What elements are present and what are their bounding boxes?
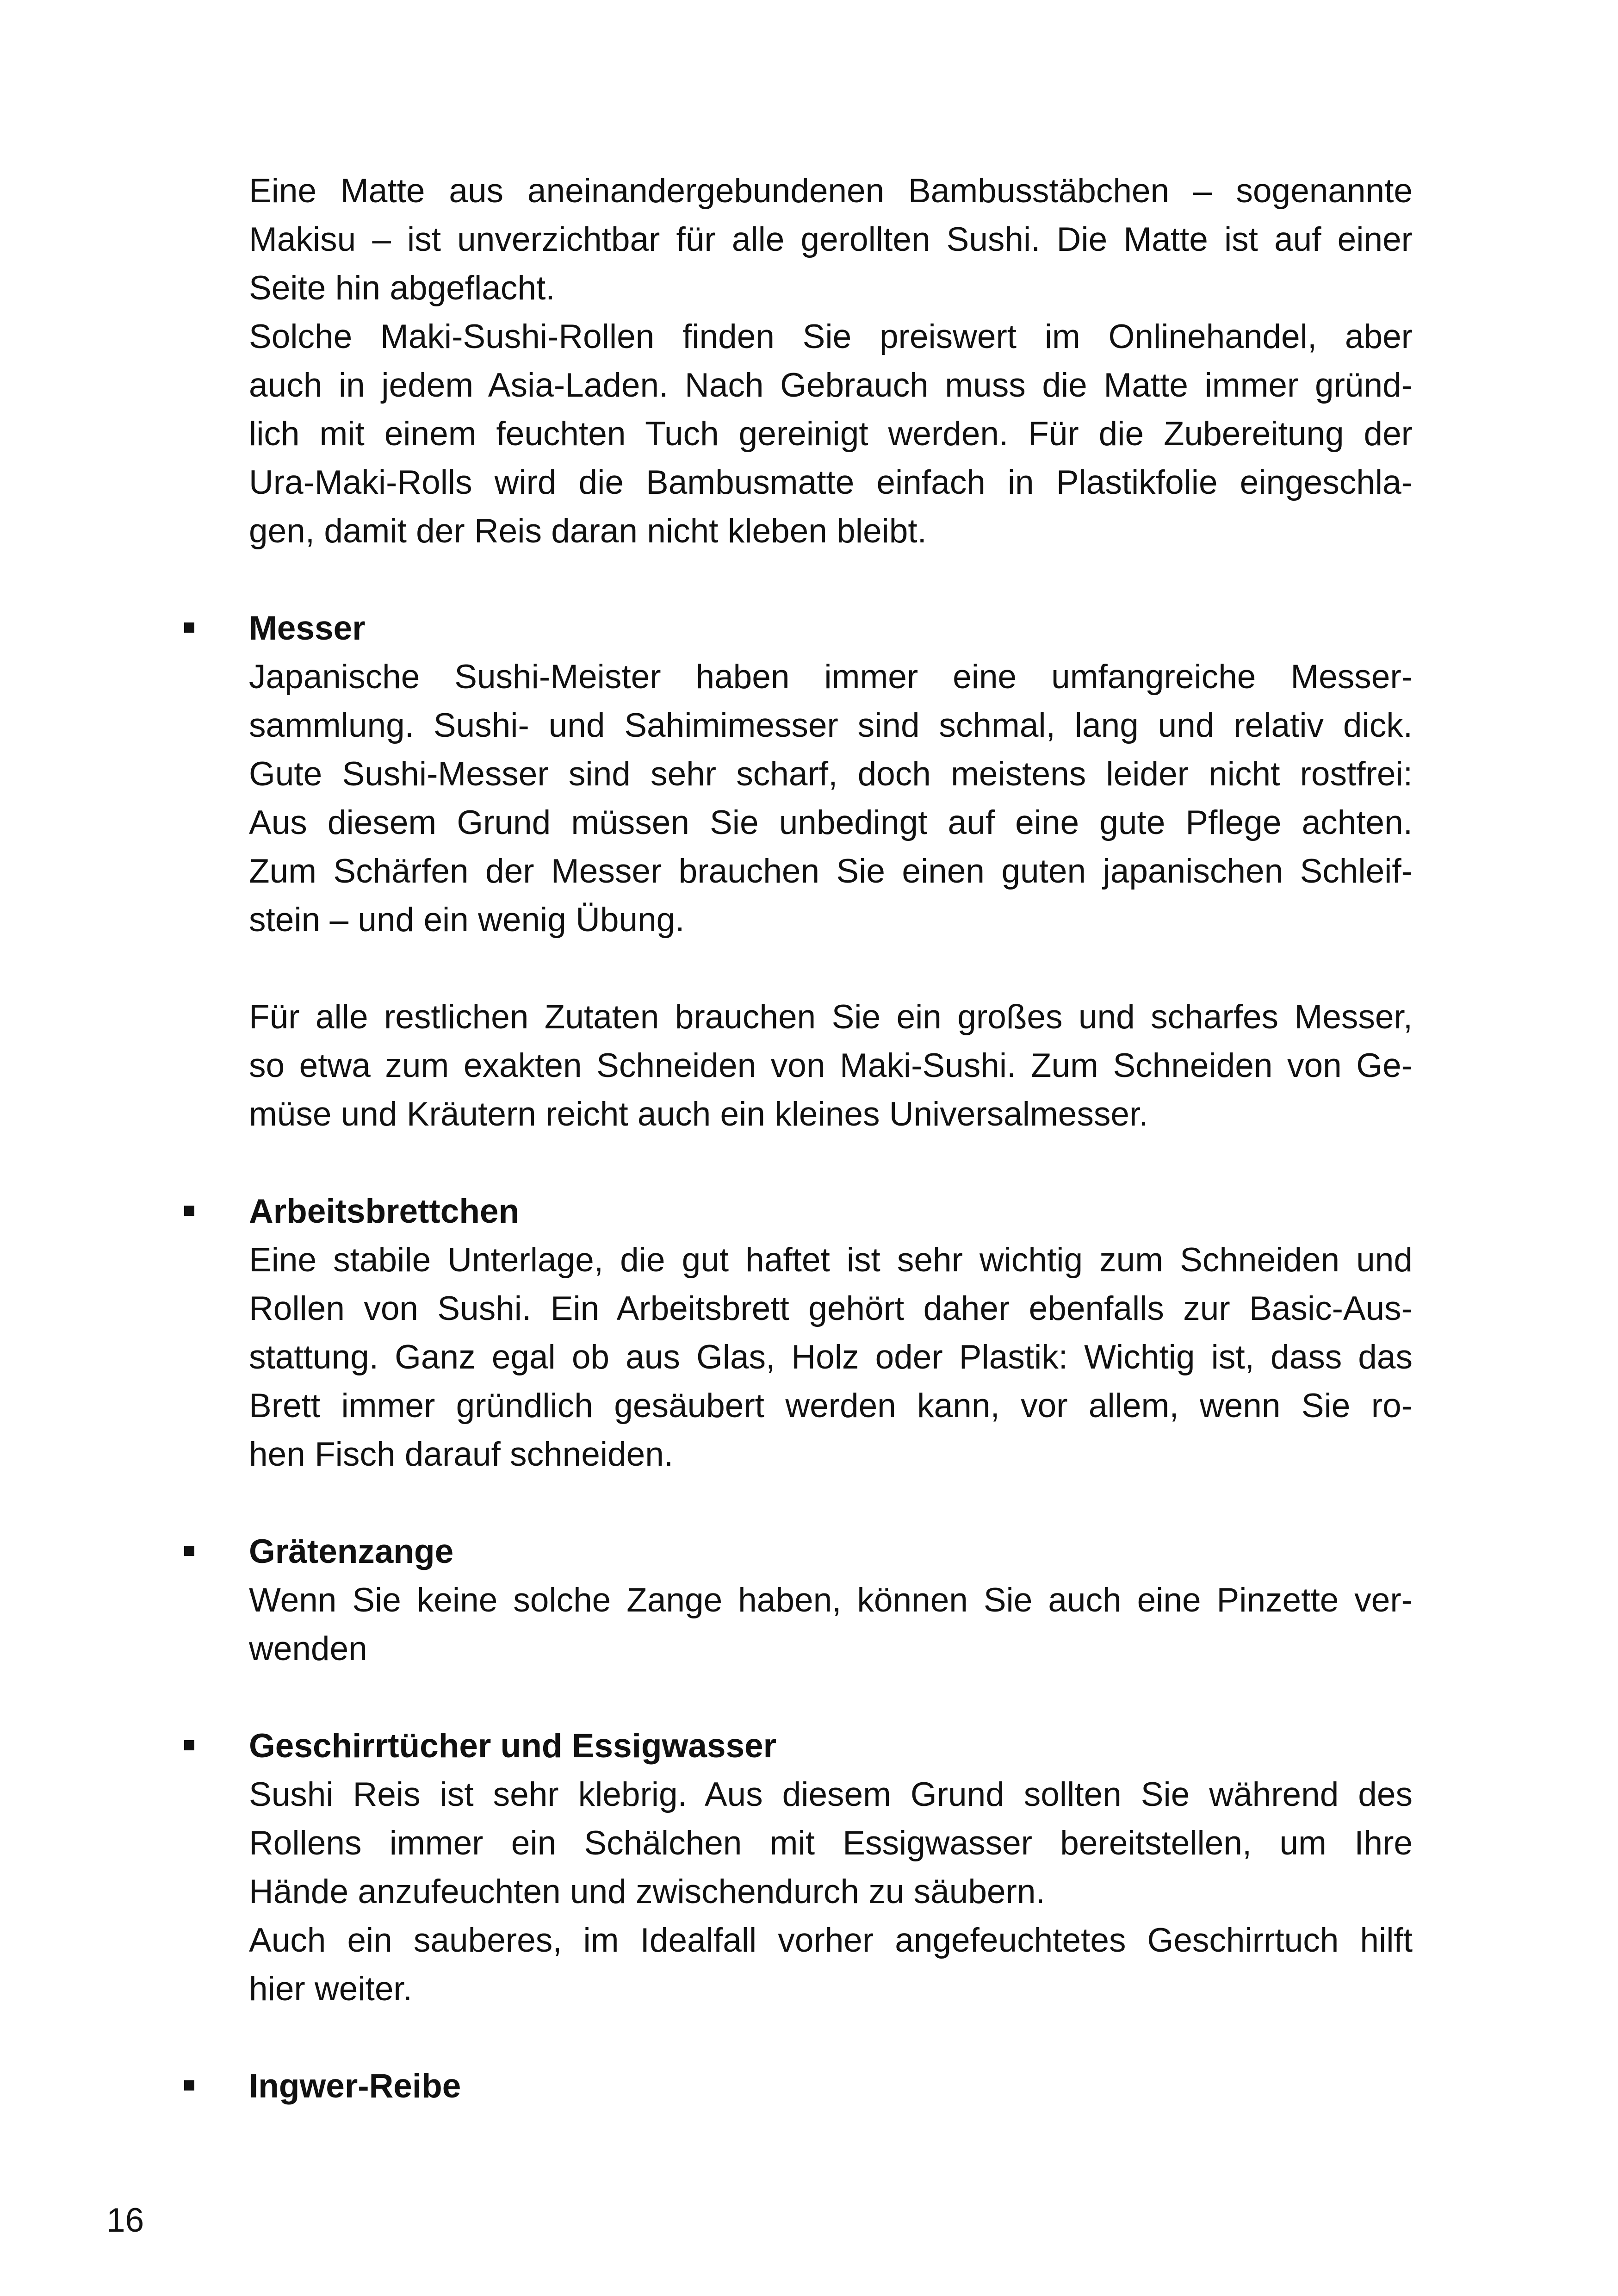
section-ingwer-reibe — [249, 2062, 1413, 2110]
text-line: Zum Schärfen der Messer brauchen Sie einen guten japanischen Schleif- — [249, 852, 1413, 890]
section-heading: Ingwer-Reibe — [249, 2067, 461, 2105]
text-line: Solche Maki-Sushi-Rollen finden Sie preiswert im Onlinehandel, aber — [249, 318, 1413, 355]
text-line: müse und Kräutern reicht auch ein kleines Universalmesser. — [249, 1095, 1148, 1133]
bullet-square-icon — [184, 1546, 194, 1556]
section-paragraph — [249, 993, 1413, 1139]
section-arbeitsbrettchen — [249, 1187, 1413, 1479]
section-graetenzange — [249, 1527, 1413, 1673]
paragraph-gap — [249, 944, 1413, 993]
text-line: gen, damit der Reis daran nicht kleben bleibt. — [249, 512, 927, 550]
page-content — [249, 167, 1413, 2110]
text-line: Auch ein sauberes, im Idealfall vorher angefeuchtetes Geschirrtuch hilft — [249, 1922, 1413, 1959]
text-line: Makisu – ist unverzichtbar für alle gerollten Sushi. Die Matte ist auf einer — [249, 221, 1413, 258]
text-line: Wenn Sie keine solche Zange haben, können Sie auch eine Pinzette ver- — [249, 1581, 1413, 1619]
text-line: hier weiter. — [249, 1970, 412, 2008]
bullet-square-icon — [184, 2080, 194, 2091]
section-messer — [249, 604, 1413, 1139]
text-line: so etwa zum exakten Schneiden von Maki-Sushi. Zum Schneiden von Ge- — [249, 1047, 1413, 1084]
bullet-square-icon — [184, 622, 194, 633]
text-line: Für alle restlichen Zutaten brauchen Sie ein großes und scharfes Messer, — [249, 998, 1413, 1036]
text-line: sammlung. Sushi- und Sahimimesser sind schmal, lang und relativ dick. — [249, 707, 1413, 744]
section-heading: Geschirrtücher und Essigwasser — [249, 1727, 777, 1765]
text-line: Aus diesem Grund müssen Sie unbedingt auf eine gute Pflege achten. — [249, 804, 1413, 841]
text-line: Ura-Maki-Rolls wird die Bambusmatte einfach in Plastikfolie eingeschla- — [249, 464, 1413, 501]
text-line: hen Fisch darauf schneiden. — [249, 1436, 674, 1473]
text-line: stein – und ein wenig Übung. — [249, 901, 685, 939]
section-paragraph — [249, 653, 1413, 944]
section-paragraph — [249, 1576, 1413, 1673]
text-line: wenden — [249, 1630, 367, 1668]
text-line: lich mit einem feuchten Tuch gereinigt werden. Für die Zubereitung der — [249, 415, 1413, 453]
text-line: Eine Matte aus aneinandergebundenen Bambusstäbchen – sogenannte — [249, 172, 1413, 210]
page-number: 16 — [106, 2202, 144, 2239]
section-paragraph — [249, 1770, 1413, 2013]
text-line: Japanische Sushi-Meister haben immer eine umfangreiche Messer- — [249, 658, 1413, 696]
text-line: Gute Sushi-Messer sind sehr scharf, doch meistens leider nicht rostfrei: — [249, 755, 1413, 793]
bullet-square-icon — [184, 1740, 194, 1750]
section-geschirrtuecher — [249, 1722, 1413, 2013]
section-heading: Arbeitsbrettchen — [249, 1193, 520, 1230]
section-heading: Messer — [249, 610, 366, 647]
text-line: Rollens immer ein Schälchen mit Essigwasser bereitstellen, um Ihre — [249, 1824, 1413, 1862]
text-line: Eine stabile Unterlage, die gut haftet ist sehr wichtig zum Schneiden und — [249, 1241, 1413, 1279]
bullet-square-icon — [184, 1206, 194, 1216]
section-heading: Grätenzange — [249, 1533, 454, 1570]
text-line: Sushi Reis ist sehr klebrig. Aus diesem Grund sollten Sie während des — [249, 1776, 1413, 1813]
text-line: stattung. Ganz egal ob aus Glas, Holz oder Plastik: Wichtig ist, dass das — [249, 1338, 1413, 1376]
section-paragraph — [249, 1236, 1413, 1479]
text-line: Rollen von Sushi. Ein Arbeitsbrett gehört daher ebenfalls zur Basic-Aus- — [249, 1290, 1413, 1327]
text-line: Hände anzufeuchten und zwischendurch zu säubern. — [249, 1873, 1045, 1910]
text-line: Brett immer gründlich gesäubert werden kann, vor allem, wenn Sie ro- — [249, 1387, 1413, 1425]
text-line: auch in jedem Asia-Laden. Nach Gebrauch muss die Matte immer gründ- — [249, 367, 1413, 404]
text-line: Seite hin abgeflacht. — [249, 269, 555, 307]
intro-paragraph — [249, 167, 1413, 555]
